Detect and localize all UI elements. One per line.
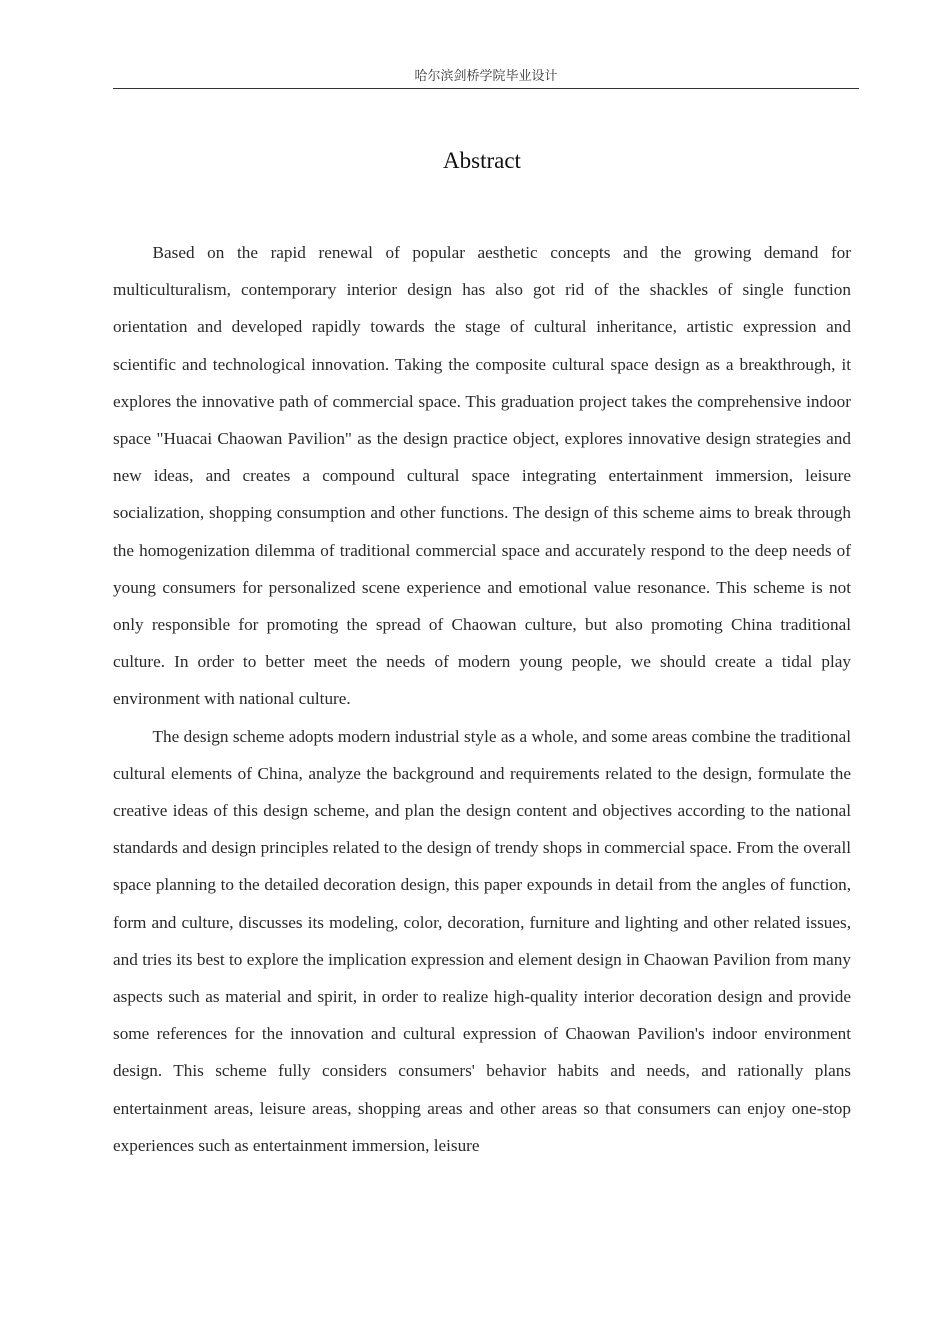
abstract-paragraph-1: Based on the rapid renewal of popular aesthetic concepts and the growing demand for multiculturalism, contemporary interior design has also got rid of the shackles of single function orientation and developed rapidly towards the stage of cultural inheritance, artistic expression and scientific and technological innovation. Taking the composite cultural space design as a breakthrough, it explores the innovative path of commercial space. This graduation project takes the comprehensive indoor space "Huacai Chaowan Pavilion" as the design practice object, explores innovative design strategies and new ideas, and creates a compound cultural space integrating entertainment immersion, leisure socialization, shopping consumption and other functions. The design of this scheme aims to break through the homogenization dilemma of traditional commercial space and accurately respond to the deep needs of young consumers for personalized scene experience and emotional value resonance. This scheme is not only responsible for promoting the spread of Chaowan culture, but also promoting China traditional culture. In order to better meet the needs of modern young people, we should create a tidal play environment with national culture. bbox=[113, 243, 851, 709]
page-title: Abstract bbox=[443, 148, 521, 173]
running-header: 哈尔滨剑桥学院毕业设计 bbox=[113, 68, 859, 89]
abstract-body bbox=[113, 234, 851, 1164]
abstract-paragraph-2: The design scheme adopts modern industrial style as a whole, and some areas combine the traditional cultural elements of China, analyze the background and requirements related to the design, formulate the creative ideas of this design scheme, and plan the design content and objectives according to the national standards and design principles related to the design of trendy shops in commercial space. From the overall space planning to the detailed decoration design, this paper expounds in detail from the angles of function, form and culture, discusses its modeling, color, decoration, furniture and lighting and other related issues, and tries its best to explore the implication expression and element design in Chaowan Pavilion from many aspects such as material and spirit, in order to realize high-quality interior decoration design and provide some references for the innovation and cultural expression of Chaowan Pavilion's indoor environment design. This scheme fully considers consumers' behavior habits and needs, and rationally plans entertainment areas, leisure areas, shopping areas and other areas so that consumers can enjoy one-stop experiences such as entertainment immersion, leisure bbox=[113, 726, 851, 1155]
